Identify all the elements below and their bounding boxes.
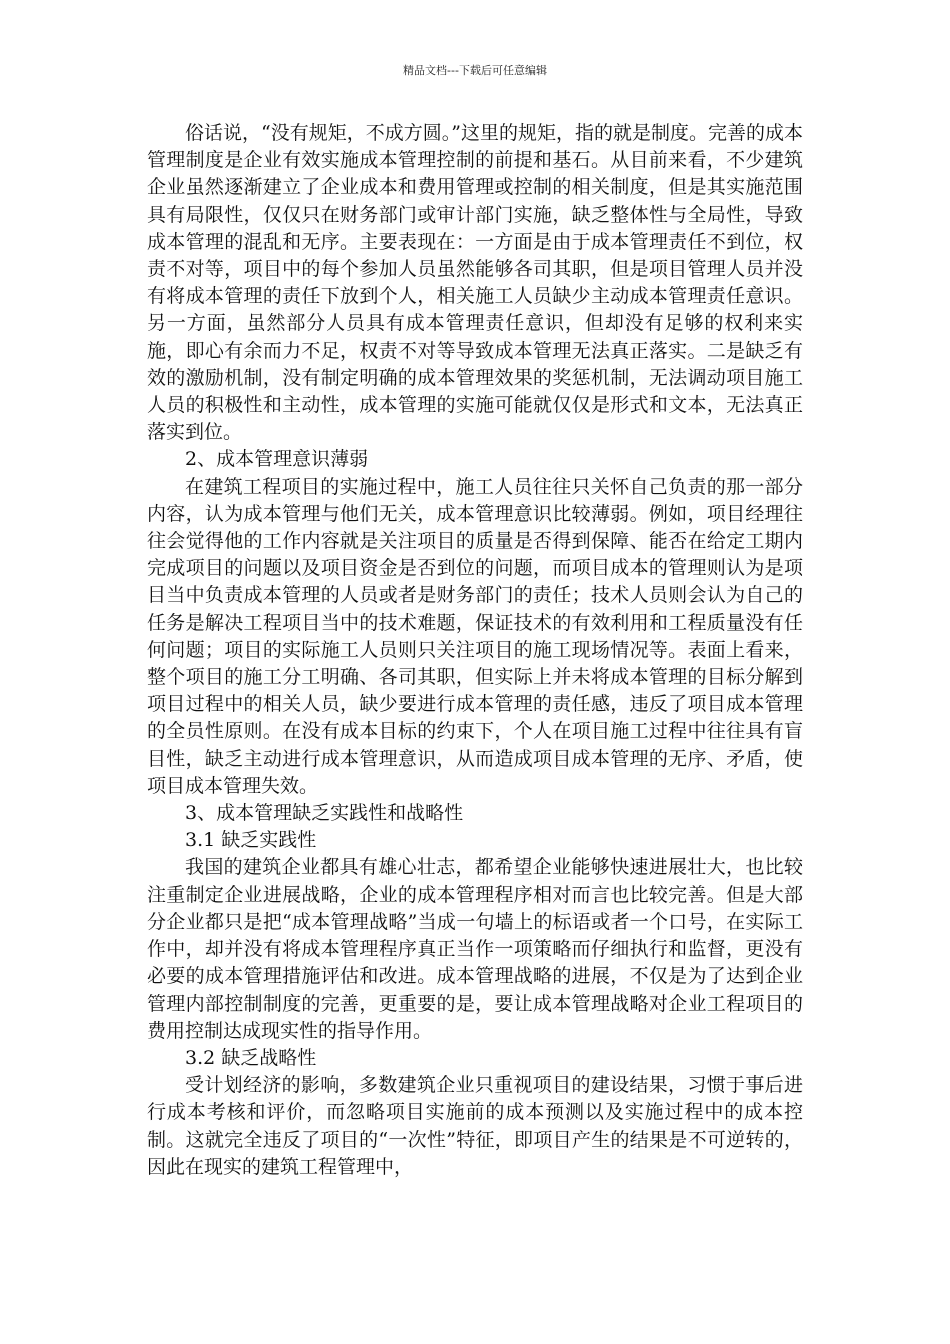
subsection-heading-strategy: 3.2 缺乏战略性: [185, 1046, 317, 1069]
page-header: 精品文档---下载后可任意编辑: [403, 64, 547, 77]
section-heading-cost-awareness: 2、成本管理意识薄弱: [185, 448, 369, 471]
paragraph-practice: 我国的建筑企业都具有雄心壮志，都希望企业能够快速进展壮大，也比较注重制定企业进展战略，企业的成本管理程序相对而言也比较完善。但是大部分企业都只是把“成本管理战略”当成一句墙上的标语或者一个口号，在实际工作中，却并没有将成本管理程序真正当作一项策略而仔细执行和监督，更没有必要的成本管理措施评估和改进。成本管理战略的进展，不仅是为了达到企业管理内部控制制度的完善，更重要的是，要让成本管理战略对企业工程项目的费用控制达成现实性的指导作用。: [147, 856, 803, 1042]
paragraph-cost-awareness: 在建筑工程项目的实施过程中，施工人员往往只关怀自己负责的那一部分内容，认为成本管理与他们无关，成本管理意识比较薄弱。例如，项目经理往往会觉得他的工作内容就是关注项目的质量是否得到保障、能否在给定工期内完成项目的问题以及项目资金是否到位的问题，而项目成本的管理则认为是项目当中负责成本管理的人员或者是财务部门的责任；技术人员则会认为自己的任务是解决工程项目当中的技术难题，保证技术的有效利用和工程质量没有任何问题；项目的实际施工人员则只关注项目的施工现场情况等。表面上看来，整个项目的施工分工明确、各司其职，但实际上并未将成本管理的目标分解到项目过程中的相关人员，缺少要进行成本管理的责任感，违反了项目成本管理的全员性原则。在没有成本目标的约束下，个人在项目施工过程中往往具有盲目性，缺乏主动进行成本管理意识，从而造成项目成本管理的无序、矛盾，使项目成本管理失效。: [147, 475, 803, 797]
section-heading-practice-strategy: 3、成本管理缺乏实践性和战略性: [185, 802, 464, 825]
paragraph-institution: 俗话说，“没有规矩，不成方圆。”这里的规矩，指的就是制度。完善的成本管理制度是企业有效实施成本管理控制的前提和基石。从目前来看，不少建筑企业虽然逐渐建立了企业成本和费用管理或控制的相关制度，但是其实施范围具有局限性，仅仅只在财务部门或审计部门实施，缺乏整体性与全局性，导致成本管理的混乱和无序。主要表现在：一方面是由于成本管理责任不到位，权责不对等，项目中的每个参加人员虽然能够各司其职，但是项目管理人员并没有将成本管理的责任下放到个人，相关施工人员缺少主动成本管理责任意识。另一方面，虽然部分人员具有成本管理责任意识，但却没有足够的权利来实施，即心有余而力不足，权责不对等导致成本管理无法真正落实。二是缺乏有效的激励机制，没有制定明确的成本管理效果的奖惩机制，无法调动项目施工人员的积极性和主动性，成本管理的实施可能就仅仅是形式和文本，无法真正落实到位。: [147, 122, 803, 444]
subsection-heading-practice: 3.1 缺乏实践性: [185, 829, 317, 852]
paragraph-strategy: 受计划经济的影响，多数建筑企业只重视项目的建设结果，习惯于事后进行成本考核和评价，而忽略项目实施前的成本预测以及实施过程中的成本控制。这就完全违反了项目的“一次性”特征，即项目产生的结果是不可逆转的，因此在现实的建筑工程管理中，: [147, 1074, 803, 1178]
document-body: [147, 120, 803, 1181]
